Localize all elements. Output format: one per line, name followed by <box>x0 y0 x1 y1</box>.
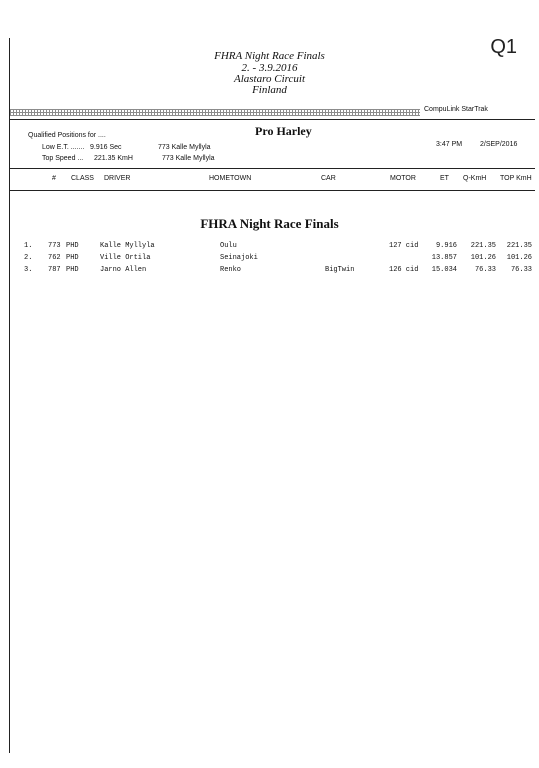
event-venue: Alastaro Circuit <box>234 73 305 85</box>
cell-qkmh: 221.35 <box>470 242 496 250</box>
report-date: 2/SEP/2016 <box>480 141 518 148</box>
low-et-label: Low E.T. ....... <box>42 144 85 151</box>
page-left-border <box>9 38 10 753</box>
cell-et: 9.916 <box>435 242 457 250</box>
cell-qkmh: 76.33 <box>474 266 496 274</box>
cell-hometown: Renko <box>220 266 242 274</box>
cell-car: BigTwin <box>325 266 355 274</box>
system-label: CompuLink StarTrak <box>424 106 488 113</box>
cell-topkmh: 221.35 <box>506 242 532 250</box>
cell-hometown: Seinajoki <box>220 254 258 262</box>
cell-et: 13.857 <box>431 254 457 262</box>
cell-pos: 1. <box>24 242 33 250</box>
low-et-driver: 773 Kalle Myllyla <box>158 144 211 151</box>
cell-hometown: Oulu <box>220 242 237 250</box>
cell-motor: 127 cid <box>389 242 419 250</box>
table-row <box>24 242 536 253</box>
cell-class: PHD <box>66 266 79 274</box>
cell-pos: 3. <box>24 266 33 274</box>
cell-pos: 2. <box>24 254 33 262</box>
col-header-qkmh: Q-KmH <box>463 175 487 182</box>
qualified-label: Qualified Positions for .... <box>28 132 106 139</box>
class-title: Pro Harley <box>255 124 312 138</box>
col-header-topkmh: TOP KmH <box>500 175 532 182</box>
top-speed-driver: 773 Kalle Myllyla <box>162 155 215 162</box>
cell-topkmh: 101.26 <box>506 254 532 262</box>
event-dates: 2. - 3.9.2016 <box>241 62 298 74</box>
col-header-motor: MOTOR <box>390 175 416 182</box>
cell-class: PHD <box>66 242 79 250</box>
cell-driver: Jarno Allen <box>100 266 147 274</box>
event-title: FHRA Night Race Finals <box>214 50 325 62</box>
header-rule-top <box>10 119 535 120</box>
header-rule-mid <box>10 168 535 169</box>
dotted-band <box>10 109 420 116</box>
cell-num: 762 <box>48 254 61 262</box>
header-rule-bottom <box>10 190 535 191</box>
col-header-et: ET <box>440 175 449 182</box>
table-row <box>24 266 536 277</box>
cell-driver: Kalle Myllyla <box>100 242 155 250</box>
cell-topkmh: 76.33 <box>510 266 532 274</box>
cell-num: 773 <box>48 242 61 250</box>
cell-driver: Ville Ortila <box>100 254 151 262</box>
cell-motor: 126 cid <box>389 266 419 274</box>
low-et-value: 9.916 Sec <box>90 144 122 151</box>
cell-class: PHD <box>66 254 79 262</box>
col-header-pos: # <box>52 175 56 182</box>
col-header-car: CAR <box>321 175 336 182</box>
report-time: 3:47 PM <box>436 141 463 148</box>
handwritten-mark: Q1 <box>490 36 517 58</box>
top-speed-value: 221.35 KmH <box>94 155 133 162</box>
col-header-driver: DRIVER <box>104 175 131 182</box>
top-speed-label: Top Speed ... <box>42 155 84 162</box>
cell-et: 15.034 <box>431 266 457 274</box>
table-row <box>24 254 536 265</box>
section-title: FHRA Night Race Finals <box>200 216 339 231</box>
col-header-hometown: HOMETOWN <box>209 175 252 182</box>
cell-qkmh: 101.26 <box>470 254 496 262</box>
cell-num: 787 <box>48 266 61 274</box>
event-country: Finland <box>252 84 287 96</box>
col-header-class: CLASS <box>71 175 94 182</box>
